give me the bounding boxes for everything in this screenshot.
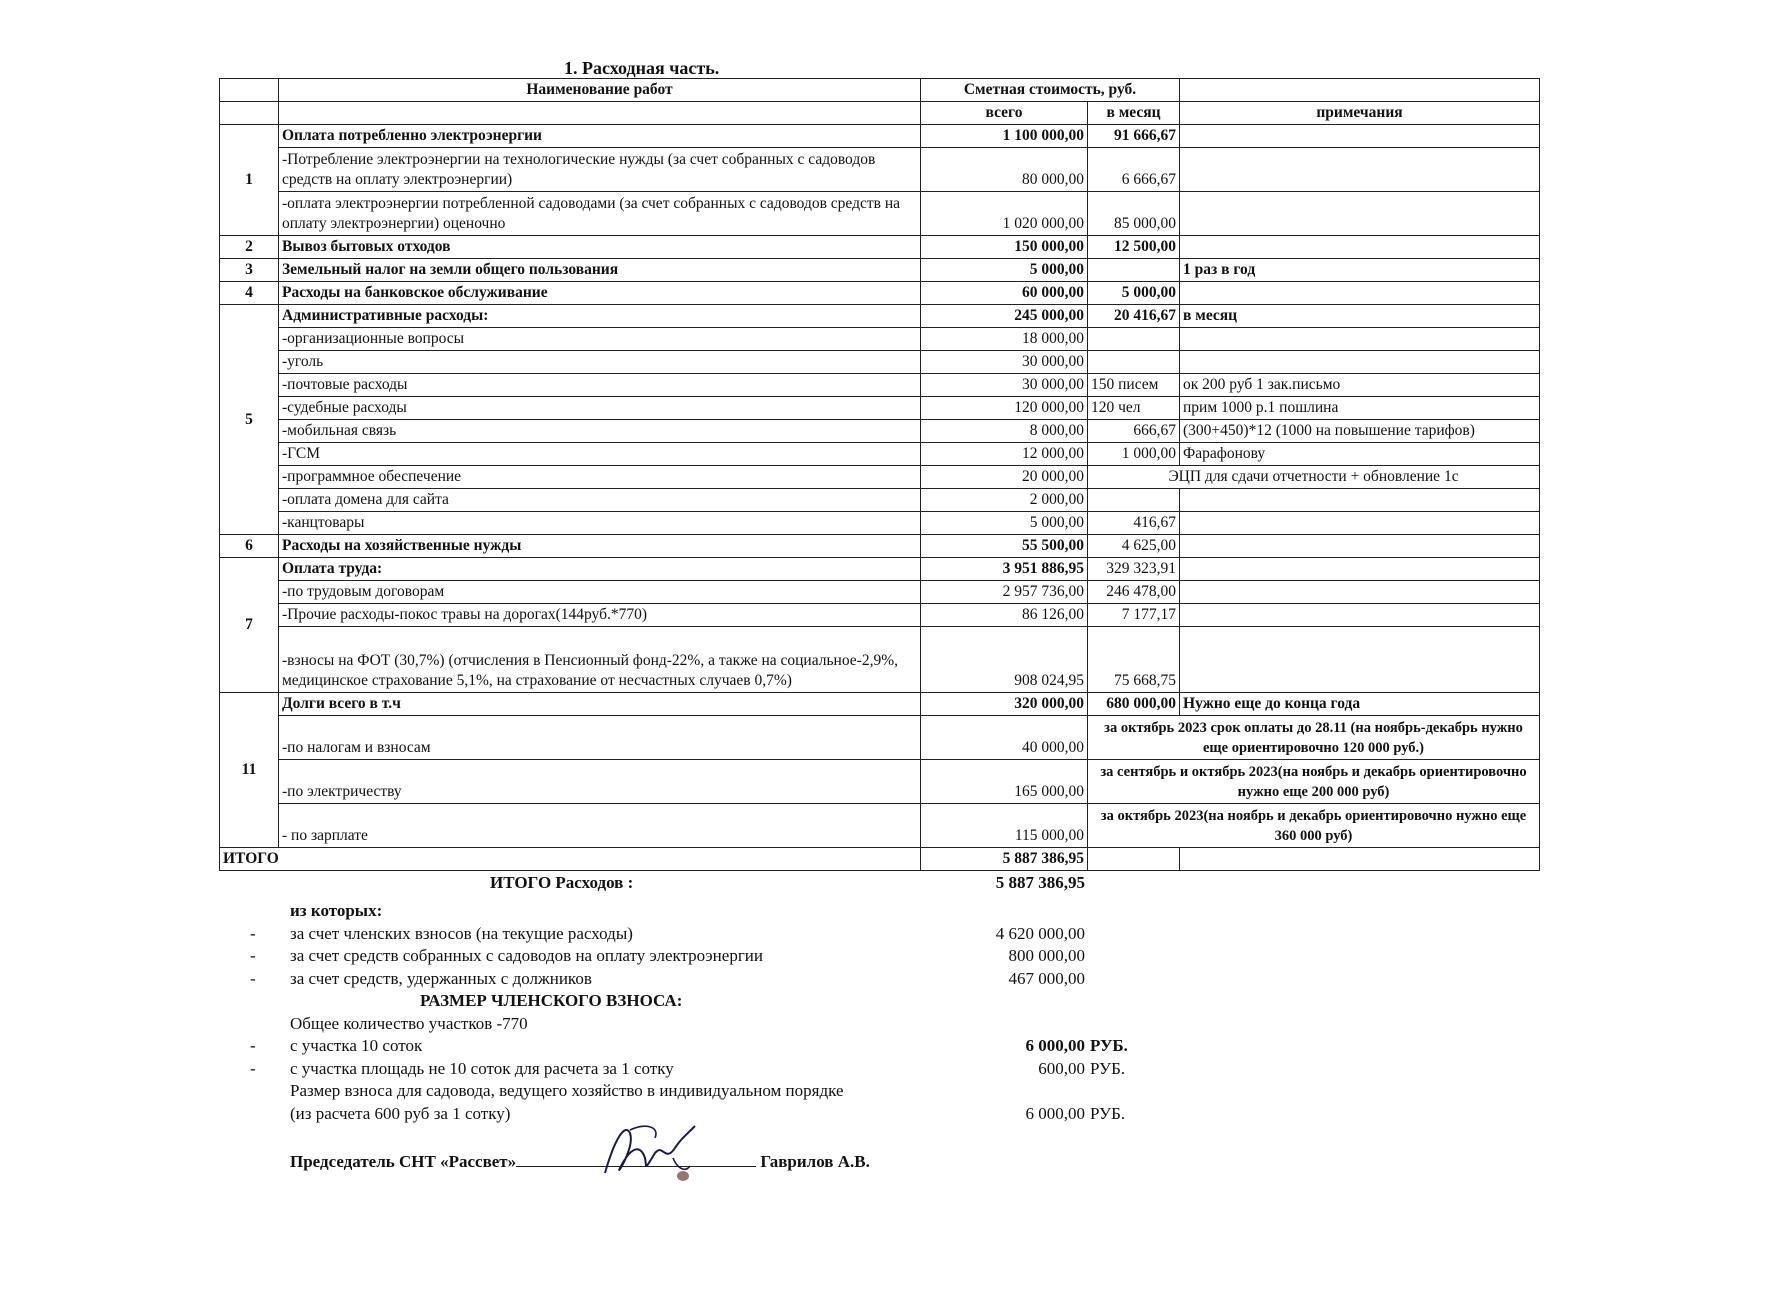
table-row bbox=[220, 125, 1540, 148]
row-total: 20 000,00 bbox=[921, 466, 1088, 489]
row-note: 1 раз в год bbox=[1180, 259, 1540, 282]
row-total: 30 000,00 bbox=[921, 351, 1088, 374]
fee-unit: РУБ. bbox=[1090, 1058, 1126, 1078]
row-note bbox=[1180, 489, 1540, 512]
row-name: -судебные расходы bbox=[279, 397, 921, 420]
fee-value: 6 000,00 bbox=[1025, 1036, 1085, 1055]
row-total: 86 126,00 bbox=[921, 604, 1088, 627]
row-total: 150 000,00 bbox=[921, 236, 1088, 259]
source-label: за счет средств, удержанных с должников bbox=[290, 968, 592, 988]
row-monthly: 7 177,17 bbox=[1088, 604, 1180, 627]
itogo-total: 5 887 386,95 bbox=[921, 848, 1088, 871]
row-note bbox=[1180, 236, 1540, 259]
row-monthly: 4 625,00 bbox=[1088, 535, 1180, 558]
row-total: 320 000,00 bbox=[921, 693, 1088, 716]
row-note: Нужно еще до конца года bbox=[1180, 693, 1540, 716]
row-name: -почтовые расходы bbox=[279, 374, 921, 397]
of-which-row bbox=[250, 900, 1250, 923]
row-name: -по налогам и взносам bbox=[279, 716, 921, 760]
section-title: 1. Расходная часть. bbox=[564, 58, 720, 78]
chairman-label: Председатель СНТ «Рассвет» bbox=[290, 1152, 517, 1171]
individual-label-2: (из расчета 600 руб за 1 сотку) bbox=[290, 1103, 511, 1123]
table-row bbox=[220, 305, 1540, 328]
row-name: -взносы на ФОТ (30,7%) (отчисления в Пенсионный фонд-22%, а также на социальное-2,9%, медицинское страхование 5,1%, на страхование от несчастных случаев 0,7%) bbox=[279, 627, 921, 693]
row-name: -мобильная связь bbox=[279, 420, 921, 443]
row-total: 8 000,00 bbox=[921, 420, 1088, 443]
row-total: 40 000,00 bbox=[921, 716, 1088, 760]
list-dash: - bbox=[250, 1058, 256, 1078]
chairman-name: Гаврилов А.В. bbox=[760, 1152, 870, 1171]
table-row bbox=[220, 397, 1540, 420]
fee-row bbox=[250, 1035, 1250, 1058]
row-total: 30 000,00 bbox=[921, 374, 1088, 397]
row-note bbox=[1180, 125, 1540, 148]
total-expenses-value: 5 887 386,95 bbox=[995, 873, 1085, 892]
itogo-label: ИТОГО bbox=[220, 848, 921, 871]
row-monthly: 75 668,75 bbox=[1088, 627, 1180, 693]
row-name: Земельный налог на земли общего пользования bbox=[279, 259, 921, 282]
row-note bbox=[1180, 512, 1540, 535]
row-name: -организационные вопросы bbox=[279, 328, 921, 351]
fee-label: с участка 10 соток bbox=[290, 1036, 423, 1055]
list-dash: - bbox=[250, 946, 256, 965]
row-monthly: 329 323,91 bbox=[1088, 558, 1180, 581]
row-monthly: 150 писем bbox=[1088, 374, 1180, 397]
table-row bbox=[220, 259, 1540, 282]
row-name: Оплата труда: bbox=[279, 558, 921, 581]
table-row bbox=[220, 535, 1540, 558]
row-total: 18 000,00 bbox=[921, 328, 1088, 351]
table-row bbox=[220, 351, 1540, 374]
total-expenses-row bbox=[250, 872, 1250, 900]
row-name: -программное обеспечение bbox=[279, 466, 921, 489]
row-note: за октябрь 2023 срок оплаты до 28.11 (на ноябрь-декабрь нужно еще ориентировочно 120 000 руб.) bbox=[1088, 716, 1540, 760]
row-monthly: 680 000,00 bbox=[1088, 693, 1180, 716]
handwritten-signature bbox=[585, 1118, 725, 1188]
row-total: 5 000,00 bbox=[921, 512, 1088, 535]
row-note bbox=[1180, 535, 1540, 558]
source-value: 4 620 000,00 bbox=[995, 923, 1085, 943]
row-number: 11 bbox=[220, 693, 279, 848]
row-total: 165 000,00 bbox=[921, 760, 1088, 804]
row-total: 60 000,00 bbox=[921, 282, 1088, 305]
row-monthly: 20 416,67 bbox=[1088, 305, 1180, 328]
row-total: 5 000,00 bbox=[921, 259, 1088, 282]
row-note: в месяц bbox=[1180, 305, 1540, 328]
row-name: -Прочие расходы-покос травы на дорогах(144руб.*770) bbox=[279, 604, 921, 627]
row-note bbox=[1180, 558, 1540, 581]
fee-heading: РАЗМЕР ЧЛЕНСКОГО ВЗНОСА: bbox=[420, 991, 683, 1010]
table-row bbox=[220, 282, 1540, 305]
total-expenses-label: ИТОГО Расходов : bbox=[490, 873, 634, 892]
source-row bbox=[250, 968, 1250, 991]
table-row bbox=[220, 627, 1540, 693]
summary-section bbox=[250, 872, 1250, 1125]
header-monthly: в месяц bbox=[1088, 102, 1180, 125]
row-monthly: 416,67 bbox=[1088, 512, 1180, 535]
row-total: 245 000,00 bbox=[921, 305, 1088, 328]
source-row bbox=[250, 945, 1250, 968]
row-name: -уголь bbox=[279, 351, 921, 374]
expense-table bbox=[219, 78, 1540, 871]
header-name: Наименование работ bbox=[279, 79, 921, 102]
row-monthly: 120 чел bbox=[1088, 397, 1180, 420]
row-total: 120 000,00 bbox=[921, 397, 1088, 420]
row-total: 115 000,00 bbox=[921, 804, 1088, 848]
row-note bbox=[1180, 351, 1540, 374]
row-name: -по трудовым договорам bbox=[279, 581, 921, 604]
row-monthly: 5 000,00 bbox=[1088, 282, 1180, 305]
row-monthly bbox=[1088, 259, 1180, 282]
row-name: -по электричеству bbox=[279, 760, 921, 804]
row-number: 6 bbox=[220, 535, 279, 558]
row-monthly: 12 500,00 bbox=[1088, 236, 1180, 259]
header-cost: Сметная стоимость, руб. bbox=[921, 79, 1180, 102]
table-row bbox=[220, 512, 1540, 535]
row-total: 80 000,00 bbox=[921, 148, 1088, 192]
table-row bbox=[220, 420, 1540, 443]
row-total: 2 957 736,00 bbox=[921, 581, 1088, 604]
fee-value: 600,00 bbox=[1038, 1058, 1085, 1078]
table-row bbox=[220, 804, 1540, 848]
row-note: (300+450)*12 (1000 на повышение тарифов) bbox=[1180, 420, 1540, 443]
row-name: -оплата электроэнергии потребленной садоводами (за счет собранных с садоводов средств на оплату электроэнергии) оценочно bbox=[279, 192, 921, 236]
row-note: за октябрь 2023(на ноябрь и декабрь ориентировочно нужно еще 360 000 руб) bbox=[1088, 804, 1540, 848]
individual-value: 6 000,00 bbox=[1025, 1103, 1085, 1123]
individual-label: Размер взноса для садовода, ведущего хозяйство в индивидуальном порядке bbox=[290, 1081, 844, 1100]
row-number: 7 bbox=[220, 558, 279, 693]
table-row bbox=[220, 443, 1540, 466]
row-total: 3 951 886,95 bbox=[921, 558, 1088, 581]
header-total: всего bbox=[921, 102, 1088, 125]
row-name: -ГСМ bbox=[279, 443, 921, 466]
table-row bbox=[220, 760, 1540, 804]
row-note bbox=[1180, 192, 1540, 236]
itogo-row bbox=[220, 848, 1540, 871]
row-monthly: 666,67 bbox=[1088, 420, 1180, 443]
row-monthly: 246 478,00 bbox=[1088, 581, 1180, 604]
table-row bbox=[220, 716, 1540, 760]
row-number: 5 bbox=[220, 305, 279, 535]
row-number: 2 bbox=[220, 236, 279, 259]
table-row bbox=[220, 693, 1540, 716]
row-note: за сентябрь и октябрь 2023(на ноябрь и декабрь ориентировочно нужно еще 200 000 руб) bbox=[1088, 760, 1540, 804]
individual-unit: РУБ. bbox=[1090, 1103, 1126, 1123]
row-total: 55 500,00 bbox=[921, 535, 1088, 558]
row-name: -оплата домена для сайта bbox=[279, 489, 921, 512]
row-note bbox=[1180, 148, 1540, 192]
source-value: 467 000,00 bbox=[1008, 968, 1085, 988]
table-row bbox=[220, 236, 1540, 259]
plots-count: Общее количество участков -770 bbox=[290, 1013, 528, 1033]
header-notes: примечания bbox=[1180, 102, 1540, 125]
row-monthly: 1 000,00 bbox=[1088, 443, 1180, 466]
source-value: 800 000,00 bbox=[1008, 946, 1085, 965]
row-name: Вывоз бытовых отходов bbox=[279, 236, 921, 259]
table-row bbox=[220, 148, 1540, 192]
fee-heading-row bbox=[250, 990, 1250, 1013]
row-monthly bbox=[1088, 351, 1180, 374]
plots-count-row bbox=[250, 1013, 1250, 1036]
source-label: за счет средств собранных с садоводов на оплату электроэнергии bbox=[290, 946, 763, 965]
row-name: Оплата потребленно электроэнергии bbox=[279, 125, 921, 148]
table-row bbox=[220, 192, 1540, 236]
row-monthly: 85 000,00 bbox=[1088, 192, 1180, 236]
individual-row-2 bbox=[250, 1103, 1250, 1126]
fee-label: с участка площадь не 10 соток для расчета за 1 сотку bbox=[290, 1058, 674, 1078]
row-monthly bbox=[1088, 489, 1180, 512]
row-name: Расходы на хозяйственные нужды bbox=[279, 535, 921, 558]
row-note bbox=[1180, 627, 1540, 693]
row-monthly bbox=[1088, 328, 1180, 351]
row-name: - по зарплате bbox=[279, 804, 921, 848]
header-row-2 bbox=[220, 102, 1540, 125]
table-row bbox=[220, 374, 1540, 397]
table-row bbox=[220, 604, 1540, 627]
individual-row-1 bbox=[250, 1080, 1250, 1103]
row-total: 908 024,95 bbox=[921, 627, 1088, 693]
row-total: 1 100 000,00 bbox=[921, 125, 1088, 148]
row-note bbox=[1180, 581, 1540, 604]
of-which-label: из которых: bbox=[290, 901, 383, 920]
table-row bbox=[220, 328, 1540, 351]
row-name: Долги всего в т.ч bbox=[279, 693, 921, 716]
row-note bbox=[1180, 604, 1540, 627]
row-number: 3 bbox=[220, 259, 279, 282]
table-row bbox=[220, 489, 1540, 512]
list-dash: - bbox=[250, 923, 256, 943]
row-note bbox=[1180, 282, 1540, 305]
source-row bbox=[250, 923, 1250, 946]
row-number: 1 bbox=[220, 125, 279, 236]
signature-line bbox=[290, 1152, 870, 1172]
row-note bbox=[1180, 328, 1540, 351]
row-note: ок 200 руб 1 зак.письмо bbox=[1180, 374, 1540, 397]
row-name: -Потребление электроэнергии на технологические нужды (за счет собранных с садоводов средств на оплату электроэнергии) bbox=[279, 148, 921, 192]
list-dash: - bbox=[250, 1036, 256, 1055]
table-row bbox=[220, 466, 1540, 489]
row-note: прим 1000 р.1 пошлина bbox=[1180, 397, 1540, 420]
row-note: Фарафонову bbox=[1180, 443, 1540, 466]
row-note: ЭЦП для сдачи отчетности + обновление 1с bbox=[1088, 466, 1540, 489]
table-row bbox=[220, 558, 1540, 581]
row-total: 12 000,00 bbox=[921, 443, 1088, 466]
row-number: 4 bbox=[220, 282, 279, 305]
fee-unit: РУБ. bbox=[1090, 1036, 1128, 1055]
header-row-1 bbox=[220, 79, 1540, 102]
row-monthly: 91 666,67 bbox=[1088, 125, 1180, 148]
table-row bbox=[220, 581, 1540, 604]
row-name: -канцтовары bbox=[279, 512, 921, 535]
row-name: Расходы на банковское обслуживание bbox=[279, 282, 921, 305]
fee-row bbox=[250, 1058, 1250, 1081]
row-monthly: 6 666,67 bbox=[1088, 148, 1180, 192]
row-total: 1 020 000,00 bbox=[921, 192, 1088, 236]
list-dash: - bbox=[250, 968, 256, 988]
row-total: 2 000,00 bbox=[921, 489, 1088, 512]
source-label: за счет членских взносов (на текущие расходы) bbox=[290, 923, 633, 943]
row-name: Административные расходы: bbox=[279, 305, 921, 328]
